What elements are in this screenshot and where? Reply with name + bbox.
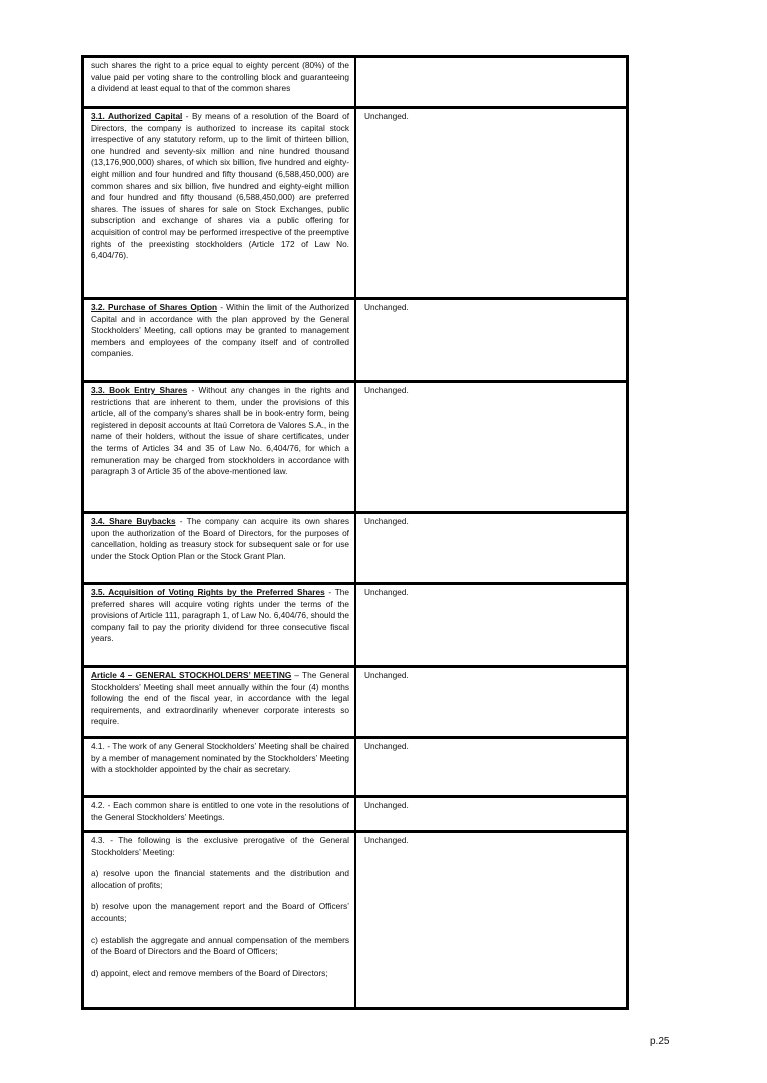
clause-text: - Without any changes in the rights and restrictions that are inherent to them, under the provisions of this article, all of the company’s shares shall be in book-entry form, being registered in deposit accounts at Itaú Corretora de Valores S.A., in the name of their holders, without the issue of share certificates, under the terms of Articles 34 and 35 of Law No. 6,404/76, for which a remuneration may be charged from stockholders in accordance with paragraph 3 of Article 35 of the above-mentioned law. <box>91 385 349 477</box>
clause-text: - The preferred shares will acquire voting rights under the terms of the provisions of Article 111, paragraph 1, of Law No. 6,404/76, should the company fail to pay the priority dividend for three consecutive fiscal years. <box>91 587 349 644</box>
status-text: Unchanged. <box>364 587 409 597</box>
clause-text: 4.3. - The following is the exclusive prerogative of the General Stockholders’ Meeting: <box>91 835 349 857</box>
status-cell <box>355 57 628 108</box>
table-row <box>83 738 628 797</box>
status-text: Unchanged. <box>364 670 409 680</box>
list-item: c) establish the aggregate and annual compensation of the members of the Board of Directors and the Board of Officers; <box>91 934 349 957</box>
list-item: a) resolve upon the financial statements and the distribution and allocation of profits; <box>91 868 349 890</box>
status-text: Unchanged. <box>364 516 409 526</box>
clause-heading: 3.4. Share Buybacks <box>91 516 176 526</box>
status-cell <box>355 584 628 667</box>
status-text: Unchanged. <box>364 385 409 395</box>
clause-text: 4.1. - The work of any General Stockholders’ Meeting shall be chaired by a member of management nominated by the Stockholders’ Meeting with a stockholder appointed by the chair as secretary. <box>91 741 349 775</box>
table-row <box>83 57 628 108</box>
status-cell <box>355 108 628 299</box>
status-text: Unchanged. <box>364 111 409 121</box>
page-number: p.25 <box>650 1036 670 1047</box>
table-row <box>83 299 628 382</box>
status-text: Unchanged. <box>364 302 409 312</box>
clause-text: – The General Stockholders’ Meeting shall meet annually within the four (4) months following the end of the fiscal year, in accordance with the legal requirements, and extraordinarily whenever corporate interests so require. <box>91 670 349 727</box>
table-row <box>83 108 628 299</box>
clause-cell <box>83 832 356 1009</box>
clause-text: - By means of a resolution of the Board of Directors, the company is authorized to increase its capital stock irrespective of any statutory reform, up to the limit of thirteen billion, one hundred and seventy-six million and nine hundred thousand (13,176,900,000) shares, of which six billion, five hundred and eighty-eight million and four hundred and fifty thousand (6,588,450,000) are common shares and six billion, five hundred and eighty-eight million and four hundred and fifty thousand (6,588,450,000) are preferred shares. The issues of shares for sale on Stock Exchanges, public subscription and exchange of shares via a public offering for acquisition of control may be performed irrespective of the preemptive rights of the preexisting stockholders (Article 172 of Law No. 6,404/76). <box>91 111 349 261</box>
list-item: b) resolve upon the management report and the Board of Officers’ accounts; <box>91 901 349 923</box>
clause-heading: 3.5. Acquisition of Voting Rights by the Preferred Shares <box>91 587 325 597</box>
status-cell <box>355 667 628 738</box>
status-cell <box>355 513 628 584</box>
clause-heading: 3.2. Purchase of Shares Option <box>91 302 218 312</box>
clause-heading: 3.1. Authorized Capital <box>91 111 183 121</box>
status-text: Unchanged. <box>364 835 409 845</box>
status-cell <box>355 299 628 382</box>
clause-text: 4.2. - Each common share is entitled to one vote in the resolutions of the General Stockholders’ Meetings. <box>91 800 349 822</box>
table-row <box>83 797 628 832</box>
table-row <box>83 382 628 513</box>
status-cell <box>355 832 628 1009</box>
table-row <box>83 513 628 584</box>
status-cell <box>355 382 628 513</box>
table-row <box>83 584 628 667</box>
clause-cell <box>83 382 356 513</box>
status-text: Unchanged. <box>364 800 409 810</box>
clause-heading: 3.3. Book Entry Shares <box>91 385 188 395</box>
table-row <box>83 832 628 1009</box>
clause-cell <box>83 299 356 382</box>
clause-text: - The company can acquire its own shares upon the authorization of the Board of Directors, for the purposes of cancellation, holding as treasury stock for subsequent sale or for use under the Stock Option Plan or the Stock Grant Plan. <box>91 516 349 561</box>
list-item: d) appoint, elect and remove members of the Board of Directors; <box>91 967 328 978</box>
table-row <box>83 667 628 738</box>
clause-cell <box>83 667 356 738</box>
clause-heading: Article 4 – GENERAL STOCKHOLDERS’ MEETING <box>91 670 292 680</box>
clause-cell <box>83 584 356 667</box>
status-cell <box>355 797 628 832</box>
clause-text: such shares the right to a price equal to eighty percent (80%) of the value paid per voting share to the controlling block and guaranteeing a dividend at least equal to that of the common shares <box>91 60 349 94</box>
status-cell <box>355 738 628 797</box>
clause-cell <box>83 57 356 108</box>
clause-cell <box>83 797 356 832</box>
clause-cell <box>83 738 356 797</box>
clause-cell <box>83 513 356 584</box>
status-text: Unchanged. <box>364 741 409 751</box>
bylaws-comparison-table <box>81 55 629 1010</box>
clause-text: - Within the limit of the Authorized Capital and in accordance with the plan approved by the General Stockholders’ Meeting, call options may be granted to management members and employees of the company itself and of controlled companies. <box>91 302 349 359</box>
clause-cell <box>83 108 356 299</box>
